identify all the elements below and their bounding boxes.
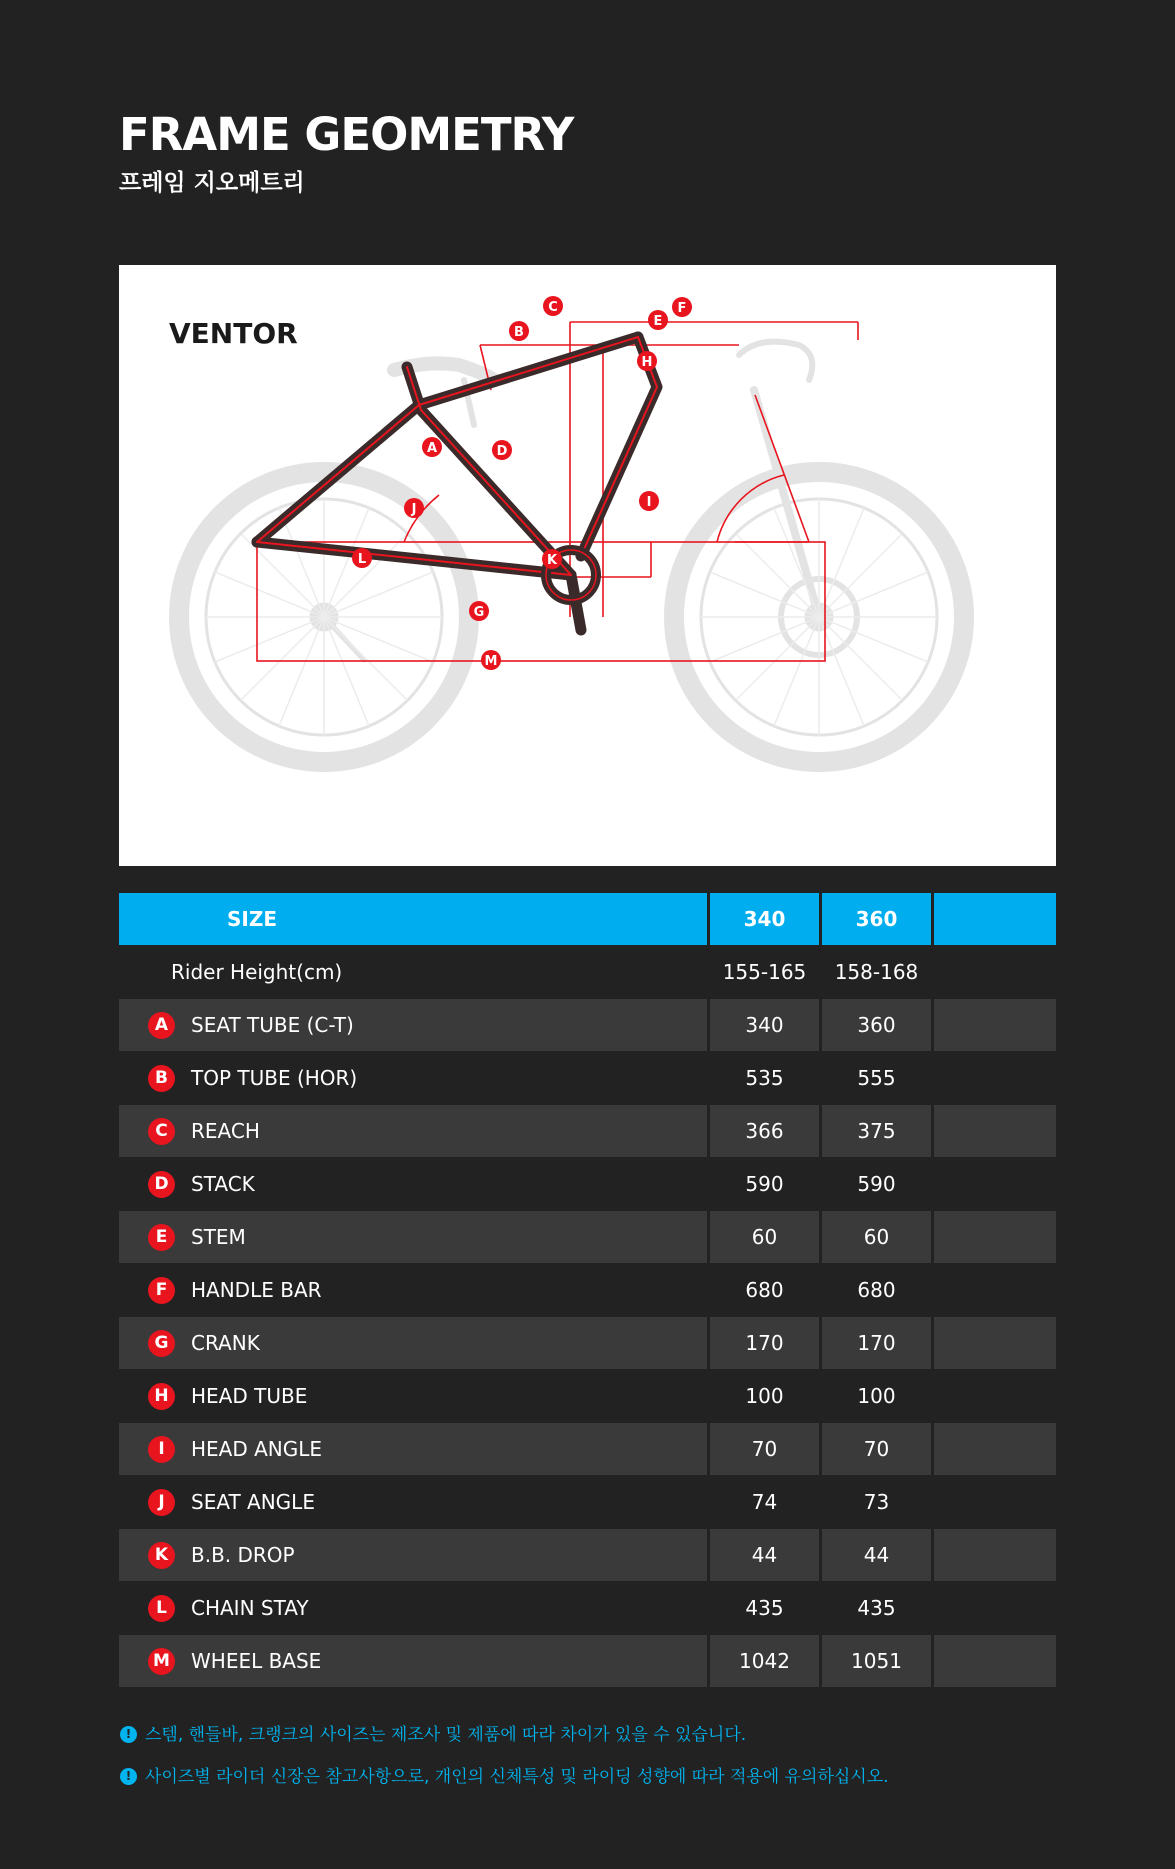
marker-i [639, 491, 659, 511]
marker-c [543, 296, 563, 316]
table-cell [934, 946, 1056, 998]
row-label: TOP TUBE (HOR) [191, 1066, 358, 1090]
row-label: STACK [191, 1172, 255, 1196]
table-cell [934, 1635, 1056, 1687]
row-badge: I [148, 1436, 175, 1463]
row-label: REACH [191, 1119, 260, 1143]
row-badge: E [148, 1224, 175, 1251]
table-cell [934, 1158, 1056, 1210]
table-cell: 590 [745, 1172, 784, 1196]
note-text: 사이즈별 라이더 신장은 참고사항으로, 개인의 신체특성 및 라이딩 성향에 따라 적용에 유의하십시오. [145, 1767, 889, 1787]
svg-text:I: I [646, 495, 652, 510]
row-label-cell [119, 1476, 707, 1528]
marker-j [404, 498, 424, 518]
rider-height-label-cell [119, 946, 707, 998]
table-cell: 170 [710, 1317, 819, 1369]
table-cell: 590 [857, 1172, 896, 1196]
marker-a [422, 437, 442, 457]
row-label-cell [119, 999, 707, 1051]
table-cell: 44 [822, 1529, 931, 1581]
row-label: HANDLE BAR [191, 1278, 322, 1302]
table-cell: 360 [822, 999, 931, 1051]
table-row [119, 1211, 1056, 1264]
row-label: HEAD TUBE [191, 1384, 308, 1408]
row-label: WHEEL BASE [191, 1649, 322, 1673]
header-label-cell [119, 893, 707, 945]
row-label-cell [119, 1370, 707, 1422]
row-label-cell [119, 1317, 707, 1369]
marker-k [542, 549, 562, 569]
info-icon: ! [120, 1768, 137, 1785]
table-cell: 535 [745, 1066, 784, 1090]
table-cell [934, 1317, 1056, 1369]
marker-l [352, 548, 372, 568]
table-cell [934, 1423, 1056, 1475]
svg-text:H: H [641, 355, 653, 370]
table-cell [934, 1529, 1056, 1581]
svg-text:D: D [496, 444, 508, 459]
table-row [119, 1264, 1056, 1317]
row-label: B.B. DROP [191, 1543, 295, 1567]
row-badge: L [148, 1595, 175, 1622]
table-cell [934, 1211, 1056, 1263]
table-cell [934, 999, 1056, 1051]
bike-geometry-diagram [119, 265, 1056, 866]
svg-text:C: C [548, 300, 558, 315]
front-spokes [701, 499, 937, 735]
row-label-cell [119, 1052, 707, 1104]
table-row [119, 1423, 1056, 1476]
marker-d [492, 440, 512, 460]
table-cell: 1042 [710, 1635, 819, 1687]
size-340-heading: 340 [710, 893, 819, 945]
size-360-heading: 360 [822, 893, 931, 945]
table-cell: 44 [710, 1529, 819, 1581]
table-cell: 340 [710, 999, 819, 1051]
size-empty-heading [934, 893, 1056, 945]
table-cell [934, 1582, 1056, 1634]
table-row [119, 1105, 1056, 1158]
table-cell: 1051 [822, 1635, 931, 1687]
svg-text:E: E [653, 314, 663, 329]
svg-text:M: M [484, 654, 498, 669]
svg-text:K: K [546, 553, 558, 568]
row-badge: A [148, 1012, 175, 1039]
table-cell [934, 1052, 1056, 1104]
table-cell: 74 [751, 1490, 778, 1514]
size-heading: SIZE [227, 907, 278, 931]
marker-g [469, 601, 489, 621]
marker-f [672, 297, 692, 317]
svg-text:L: L [357, 552, 367, 567]
table-cell: 155-165 [722, 960, 807, 984]
svg-text:F: F [677, 301, 687, 316]
marker-h [637, 351, 657, 371]
table-row [119, 1052, 1056, 1105]
row-label: SEAT ANGLE [191, 1490, 315, 1514]
row-badge: D [148, 1171, 175, 1198]
table-row [119, 1317, 1056, 1370]
table-cell: 100 [857, 1384, 896, 1408]
row-label-cell [119, 1264, 707, 1316]
table-row [119, 1370, 1056, 1423]
row-label-cell [119, 1582, 707, 1634]
row-badge: M [148, 1648, 175, 1675]
table-row [119, 1635, 1056, 1688]
row-label: CRANK [191, 1331, 260, 1355]
table-cell: 100 [745, 1384, 784, 1408]
table-cell: 60 [822, 1211, 931, 1263]
model-name: VENTOR [169, 317, 298, 350]
table-cell: 435 [857, 1596, 896, 1620]
table-cell: 375 [822, 1105, 931, 1157]
geometry-diagram-panel [119, 265, 1056, 866]
svg-text:G: G [473, 605, 485, 620]
row-label-cell [119, 1635, 707, 1687]
table-row [119, 999, 1056, 1052]
table-cell [934, 1264, 1056, 1316]
rider-height-label: Rider Height(cm) [171, 960, 343, 984]
geometry-table [119, 893, 1056, 1688]
table-row [119, 1529, 1056, 1582]
table-cell: 70 [822, 1423, 931, 1475]
row-badge: H [148, 1383, 175, 1410]
table-cell: 680 [857, 1278, 896, 1302]
table-row [119, 1158, 1056, 1211]
marker-e [648, 310, 668, 330]
info-icon: ! [120, 1726, 137, 1743]
note-text: 스템, 핸들바, 크랭크의 사이즈는 제조사 및 제품에 따라 차이가 있을 수 있습니다. [145, 1725, 747, 1745]
page-subtitle: 프레임 지오메트리 [119, 170, 305, 196]
svg-text:B: B [514, 325, 524, 340]
row-badge: G [148, 1330, 175, 1357]
row-label-cell [119, 1211, 707, 1263]
row-badge: C [148, 1118, 175, 1145]
row-badge: B [148, 1065, 175, 1092]
table-cell [934, 1370, 1056, 1422]
table-row [119, 1582, 1056, 1635]
row-label: CHAIN STAY [191, 1596, 309, 1620]
table-header-row [119, 893, 1056, 946]
table-cell: 60 [710, 1211, 819, 1263]
marker-b [509, 321, 529, 341]
row-label: HEAD ANGLE [191, 1437, 323, 1461]
row-label-cell [119, 1529, 707, 1581]
table-cell: 435 [745, 1596, 784, 1620]
table-row [119, 1476, 1056, 1529]
svg-text:J: J [411, 502, 417, 517]
row-badge: F [148, 1277, 175, 1304]
page-header [119, 108, 573, 198]
row-label: SEAT TUBE (C-T) [191, 1013, 354, 1037]
table-cell [934, 1476, 1056, 1528]
row-label-cell [119, 1158, 707, 1210]
row-badge: K [148, 1542, 175, 1569]
table-cell: 73 [863, 1490, 890, 1514]
svg-text:A: A [426, 441, 438, 456]
table-cell: 366 [710, 1105, 819, 1157]
table-cell [934, 1105, 1056, 1157]
marker-m [481, 650, 501, 670]
table-cell: 680 [745, 1278, 784, 1302]
row-label-cell [119, 1105, 707, 1157]
table-cell: 555 [857, 1066, 896, 1090]
rider-height-row [119, 946, 1056, 999]
row-badge: J [148, 1489, 175, 1516]
row-label: STEM [191, 1225, 246, 1249]
row-label-cell [119, 1423, 707, 1475]
page-title: FRAME GEOMETRY [119, 108, 574, 161]
table-cell: 170 [822, 1317, 931, 1369]
table-cell: 70 [710, 1423, 819, 1475]
table-cell: 158-168 [834, 960, 919, 984]
